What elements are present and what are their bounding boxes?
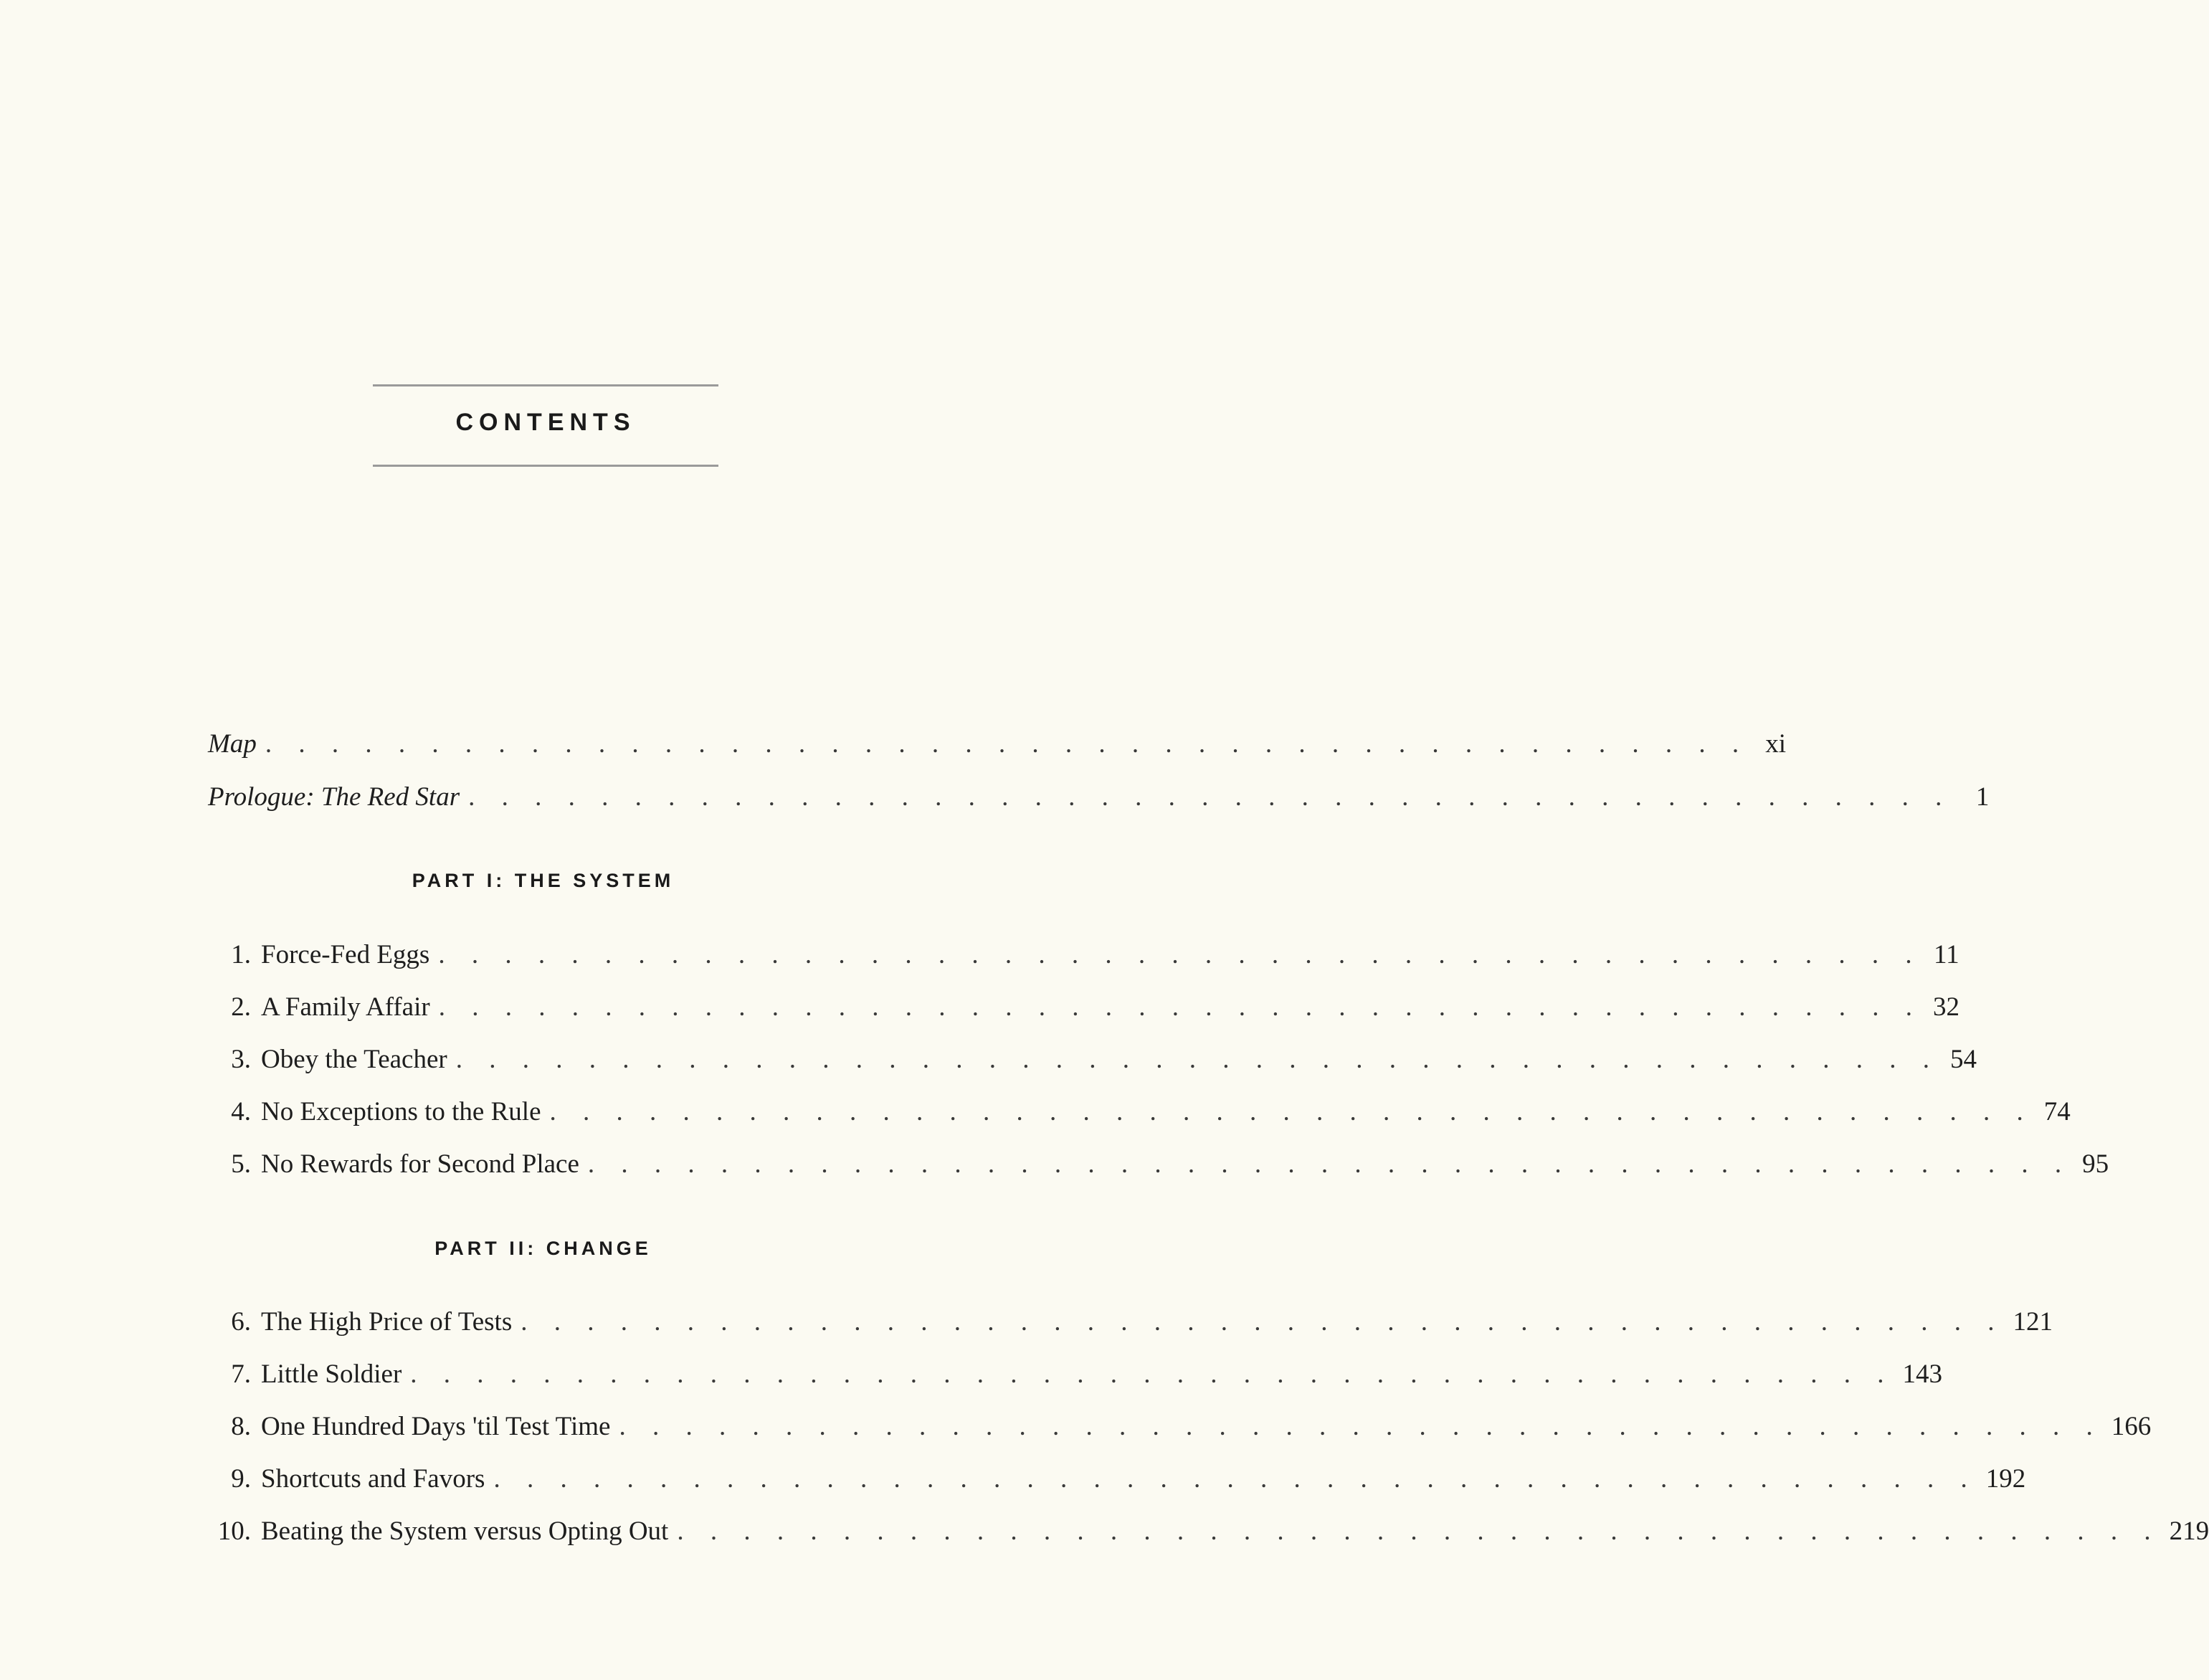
- toc-entry-page: 74: [2043, 1097, 2071, 1126]
- toc-entry-number: 8.: [231, 1412, 251, 1441]
- toc-entry-number: 2.: [231, 992, 251, 1022]
- toc-entry-title: Map: [208, 729, 257, 759]
- toc-entry-page: 121: [2013, 1307, 2053, 1337]
- dot-leader: . . . . . . . . . . . . . . . . . . . . . . . . . . . . . . . . . . . . . . . . . . . . .: [468, 782, 1952, 812]
- toc-entry-page: 95: [2082, 1149, 2109, 1179]
- toc-entry-title: No Rewards for Second Place: [261, 1149, 579, 1179]
- toc-entry-number: 9.: [231, 1464, 251, 1494]
- toc-entry-page: 54: [1949, 1045, 1977, 1074]
- toc-entry-chapter-4[interactable]: [208, 1096, 2071, 1139]
- header-top-rule: [373, 384, 718, 386]
- toc-entry-number: 1.: [231, 940, 251, 969]
- toc-entry-title: The High Price of Tests: [261, 1307, 513, 1337]
- dot-leader: . . . . . . . . . . . . . . . . . . . . . . . . . . . . . . . . . . . . . . . . . . . . .: [455, 1045, 1939, 1074]
- toc-entry-title: Shortcuts and Favors: [261, 1464, 485, 1494]
- toc-entry-title: Obey the Teacher: [261, 1045, 447, 1074]
- toc-entry-chapter-9[interactable]: [208, 1463, 2026, 1506]
- toc-entry-title: One Hundred Days 'til Test Time: [261, 1412, 611, 1441]
- toc-entry-title: Little Soldier: [261, 1359, 402, 1389]
- dot-leader: . . . . . . . . . . . . . . . . . . . . . . . . . . . . . . . . . . . . . . . . . . . . .: [438, 992, 1922, 1022]
- toc-entry-page: 192: [1985, 1464, 2026, 1494]
- toc-entry-page: 219: [2169, 1517, 2209, 1546]
- toc-entry-title: Beating the System versus Opting Out: [261, 1517, 669, 1546]
- toc-entry-number: 3.: [231, 1045, 251, 1074]
- dot-leader: . . . . . . . . . . . . . . . . . . . . . . . . . . . . . . . . . . . . . . . . . . . . .: [677, 1517, 2161, 1546]
- toc-entry-number: 10.: [217, 1517, 251, 1546]
- dot-leader: . . . . . . . . . . . . . . . . . . . . . . . . . . . . . . . . . . . . . . . . . . . . .: [438, 940, 1922, 969]
- dot-leader: . . . . . . . . . . . . . . . . . . . . . . . . . . . . . . . . . . . . . . . . . . . . .: [549, 1097, 2033, 1126]
- dot-leader: . . . . . . . . . . . . . . . . . . . . . . . . . . . . . . . . . . . . . . . . . . . . .: [493, 1464, 1977, 1494]
- toc-entry-page: 11: [1933, 940, 1959, 969]
- dot-leader: . . . . . . . . . . . . . . . . . . . . . . . . . . . . . . . . . . . . . . . . . . . . .: [587, 1149, 2072, 1179]
- toc-entry-title: Force-Fed Eggs: [261, 940, 430, 969]
- toc-entry-map[interactable]: [208, 729, 1787, 772]
- toc-entry-number: 4.: [231, 1097, 251, 1126]
- toc-entry-page: 143: [1902, 1359, 1943, 1389]
- toc-entry-chapter-8[interactable]: [208, 1411, 2152, 1454]
- toc-entry-page: 1: [1975, 782, 1990, 812]
- toc-entry-page: 32: [1932, 992, 1959, 1022]
- toc-entry-title: No Exceptions to the Rule: [261, 1097, 541, 1126]
- toc-entry-number: 7.: [231, 1359, 251, 1389]
- toc-entry-number: 6.: [231, 1307, 251, 1337]
- dot-leader: . . . . . . . . . . . . . . . . . . . . . . . . . . . . . . . . . . . . . . . . . . . . .: [265, 729, 1749, 759]
- toc-entry-chapter-2[interactable]: [208, 992, 1959, 1035]
- toc-entry-title: Prologue: The Red Star: [208, 782, 460, 812]
- dot-leader: . . . . . . . . . . . . . . . . . . . . . . . . . . . . . . . . . . . . . . . . . . . . .: [521, 1307, 2005, 1337]
- toc-entry-chapter-1[interactable]: [208, 939, 1959, 982]
- page-title: CONTENTS: [455, 409, 636, 436]
- toc-entry-chapter-5[interactable]: [208, 1149, 2109, 1192]
- toc-entry-page: 166: [2111, 1412, 2152, 1441]
- toc-entry-chapter-10[interactable]: [208, 1516, 2209, 1559]
- toc-entry-prologue[interactable]: [208, 782, 1990, 825]
- toc-entry-page: xi: [1765, 729, 1787, 759]
- toc-entry-chapter-7[interactable]: [208, 1359, 1943, 1402]
- toc-entry-title: A Family Affair: [261, 992, 430, 1022]
- toc-entry-chapter-6[interactable]: [208, 1306, 2053, 1349]
- dot-leader: . . . . . . . . . . . . . . . . . . . . . . . . . . . . . . . . . . . . . . . . . . . . .: [410, 1359, 1894, 1389]
- part-heading-1: PART I: THE SYSTEM: [412, 870, 675, 891]
- toc-entry-number: 5.: [231, 1149, 251, 1179]
- header-bottom-rule: [373, 465, 718, 467]
- part-heading-2: PART II: CHANGE: [434, 1238, 652, 1259]
- dot-leader: . . . . . . . . . . . . . . . . . . . . . . . . . . . . . . . . . . . . . . . . . . . . .: [619, 1412, 2103, 1441]
- toc-entry-chapter-3[interactable]: [208, 1044, 1977, 1087]
